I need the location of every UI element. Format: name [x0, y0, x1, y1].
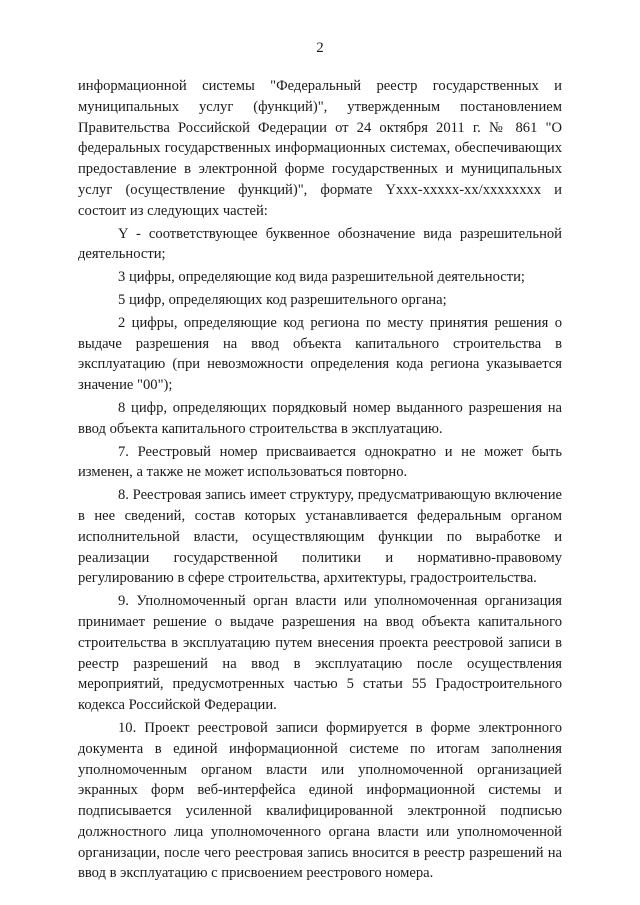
paragraph-intro-continuation: информационной системы "Федеральный реестр государственных и муниципальных услуг (функций)", утвержденным постановлением Правительства Российской Федерации от 24 октября 2011 г. № 861 "О федеральных государственных информационных системах, обеспечивающих предоставление в электронной форме государственных и муниципальных услуг (осуществление функций)", формате Yxxx-xxxxx-xx/xxxxxxxx и состоит из следующих частей: [78, 78, 562, 219]
paragraph-item-8: 8. Реестровая запись имеет структуру, предусматривающую включение в нее сведений, состав которых устанавливается федеральным органом исполнительной власти, осуществляющим функции по выработке и реализации государственной политики и нормативно-правовому регулированию в сфере строительства, архитектуры, градостроительства. [78, 487, 562, 587]
paragraph-2-digits: 2 цифры, определяющие код региона по месту принятия решения о выдаче разрешения на ввод объекта капитального строительства в эксплуатацию (при невозможности определения кода региона указывается значение "00"); [78, 314, 562, 394]
paragraph-item-10: 10. Проект реестровой записи формируется в форме электронного документа в единой информационной системе по итогам заполнения уполномоченным органом власти или уполномоченной организацией экранных форм веб-интерфейса единой информационной системы и подписывается усиленной квалифицированной электронной подписью должностного лица уполномоченного органа власти или уполномоченной организации, после чего реестровая запись вносится в реестр разрешений на ввод в эксплуатацию с присвоением реестрового номера. [78, 719, 562, 882]
paragraph-y-letter: Y - соответствующее буквенное обозначение вида разрешительной деятельности; [78, 225, 562, 263]
paragraph-item-9: 9. Уполномоченный орган власти или уполномоченная организация принимает решение о выдаче разрешения на ввод объекта капитального строительства в эксплуатацию путем внесения проекта реестровой записи в реестр разрешений на ввод в эксплуатацию после осуществления мероприятий, предусмотренных частью 5 статьи 55 Градостроительного кодекса Российской Федерации. [78, 593, 562, 714]
paragraph-5-digits: 5 цифр, определяющих код разрешительного органа; [118, 291, 447, 308]
paragraph-item-7: 7. Реестровый номер присваивается однократно и не может быть изменен, а также не может использоваться повторно. [78, 443, 562, 481]
page-number: 2 [316, 40, 324, 56]
paragraph-3-digits: 3 цифры, определяющие код вида разрешительной деятельности; [118, 269, 525, 286]
document-body [78, 76, 562, 886]
paragraph-8-digits: 8 цифр, определяющих порядковый номер выданного разрешения на ввод объекта капитального строительства в эксплуатацию. [78, 399, 562, 437]
